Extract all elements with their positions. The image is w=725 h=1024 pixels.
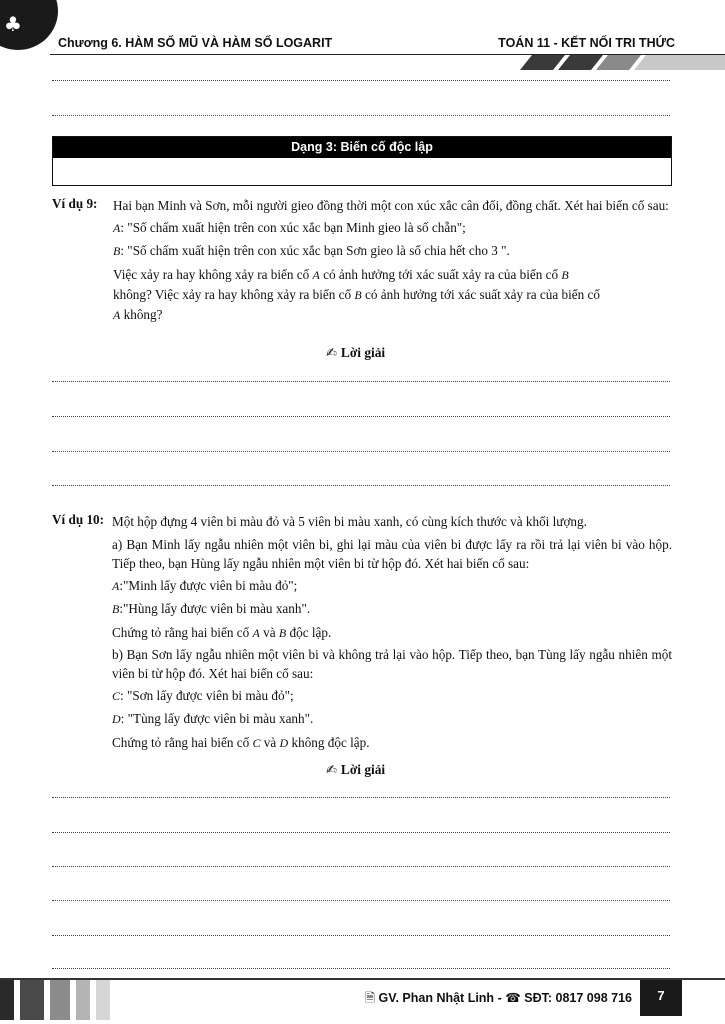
answer-line — [52, 381, 670, 382]
answer-line — [52, 80, 670, 81]
answer-line — [52, 797, 670, 798]
answer-line — [52, 115, 670, 116]
answer-line — [52, 416, 670, 417]
example-10-event-d: D: "Tùng lấy được viên bi màu xanh". — [112, 711, 314, 726]
example-10-event-c: C: "Sơn lấy được viên bi màu đỏ"; — [112, 688, 294, 703]
answer-line — [52, 866, 670, 867]
phone-icon: ☎ — [505, 990, 521, 1005]
answer-line — [52, 900, 670, 901]
example-10-event-a: A:"Minh lấy được viên bi màu đỏ"; — [112, 578, 298, 593]
answer-line — [52, 968, 670, 969]
tree-logo-icon: ♣ — [4, 12, 22, 36]
answer-line — [52, 485, 670, 486]
page-number: 7 — [640, 980, 682, 1016]
footer-stripe — [50, 980, 70, 1020]
example-9-solution-heading: ✍ Lời giải — [326, 345, 386, 361]
header-stripes — [520, 55, 725, 70]
book-title: TOÁN 11 - KẾT NỐI TRI THỨC — [498, 36, 675, 50]
footer-contact: 🗎 GV. Phan Nhật Linh - ☎ SĐT: 0817 098 716 — [365, 990, 632, 1005]
section-title: Dạng 3: Biến cố độc lập — [53, 137, 671, 158]
section-box — [52, 136, 672, 186]
example-9-label: Ví dụ 9: — [52, 196, 98, 211]
example-10-body — [112, 512, 672, 753]
example-10-prove-b: Chứng tỏ rằng hai biến cố C và D không độc lập. — [112, 735, 370, 750]
footer-stripe — [20, 980, 44, 1020]
example-9-intro: Hai bạn Minh và Sơn, mỗi người gieo đồng thời một con xúc xắc cân đối, đồng chất. Xét hai biến cố sau: — [113, 198, 669, 213]
document-icon: 🗎 — [365, 990, 376, 1005]
answer-line — [52, 935, 670, 936]
answer-line — [52, 832, 670, 833]
footer-stripe — [0, 980, 14, 1020]
example-10-solution-heading: ✍ Lời giải — [326, 762, 386, 778]
pen-icon: ✍ — [326, 763, 337, 778]
example-10-prove-a: Chứng tỏ rằng hai biến cố A và B độc lập. — [112, 625, 332, 640]
example-9-event-b: B: "Số chấm xuất hiện trên con xúc xắc bạn Sơn gieo là số chia hết cho 3 ". — [113, 243, 510, 258]
example-10-intro: Một hộp đựng 4 viên bi màu đỏ và 5 viên bi màu xanh, có cùng kích thước và khối lượng. — [112, 514, 587, 529]
example-10-part-a: a) Bạn Minh lấy ngẫu nhiên một viên bi, ghi lại màu của viên bi được lấy ra rồi trả lại viên bi vào hộp. Tiếp theo, bạn Hùng lấy ngẫu nhiên một viên bi từ hộp đó. Xét hai biến cố sau: — [112, 537, 672, 571]
example-10-event-b: B:"Hùng lấy được viên bi màu xanh". — [112, 601, 311, 616]
chapter-title: Chương 6. HÀM SỐ MŨ VÀ HÀM SỐ LOGARIT — [58, 36, 333, 50]
example-9-question: Việc xảy ra hay không xảy ra biến cố A có ảnh hưởng tới xác suất xảy ra của biến cố B không? Việc xảy ra hay không xảy ra biến cố B có ảnh hưởng tới xác suất xảy ra của biến cố A không? — [113, 267, 600, 322]
footer-stripe — [76, 980, 90, 1020]
answer-line — [52, 451, 670, 452]
example-10-part-b: b) Bạn Sơn lấy ngẫu nhiên một viên bi và không trả lại vào hộp. Tiếp theo, bạn Tùng lấy ngẫu nhiên một viên bi từ hộp đó. Xét hai biến cố sau: — [112, 647, 672, 681]
footer-stripe — [96, 980, 110, 1020]
example-9-body — [113, 196, 673, 325]
pen-icon: ✍ — [326, 346, 337, 361]
example-10-label: Ví dụ 10: — [52, 512, 105, 527]
example-9-event-a: A: "Số chấm xuất hiện trên con xúc xắc bạn Minh gieo là số chẵn"; — [113, 220, 466, 235]
